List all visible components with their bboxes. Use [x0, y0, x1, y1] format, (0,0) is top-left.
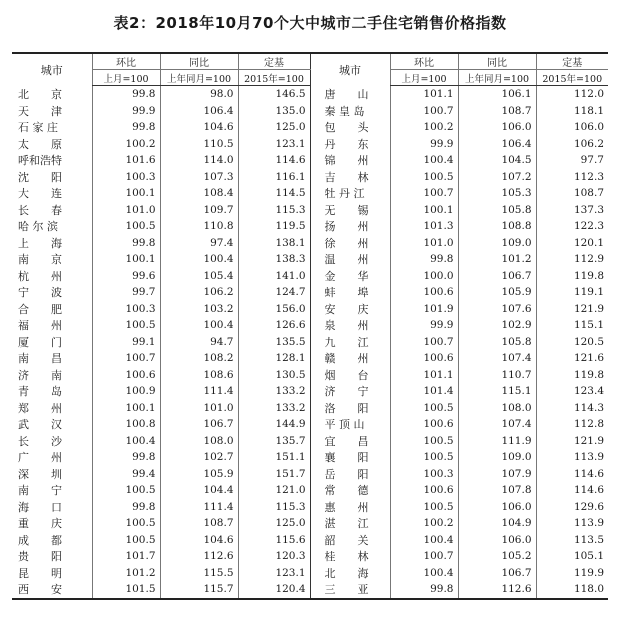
table-row — [12, 367, 608, 384]
header-row-labels — [12, 53, 608, 70]
right-yoy-cell: 106.4 — [458, 136, 536, 153]
table-row — [12, 350, 608, 367]
table-row — [12, 499, 608, 516]
right-city-cell: 温 州 — [310, 251, 390, 268]
left-yoy-cell: 94.7 — [160, 334, 238, 351]
right-fixed-cell: 123.4 — [536, 383, 608, 400]
table-row — [12, 235, 608, 252]
left-yoy-cell: 97.4 — [160, 235, 238, 252]
table-row — [12, 334, 608, 351]
left-mom-cell: 100.1 — [92, 400, 160, 417]
right-mom-cell: 100.2 — [390, 515, 458, 532]
right-mom-cell: 99.8 — [390, 581, 458, 599]
left-fixed-cell: 126.6 — [238, 317, 310, 334]
right-mom-cell: 100.5 — [390, 400, 458, 417]
right-mom-cell: 101.1 — [390, 86, 458, 103]
left-mom-cell: 99.8 — [92, 449, 160, 466]
right-yoy-cell: 105.8 — [458, 334, 536, 351]
left-yoy-cell: 115.7 — [160, 581, 238, 599]
left-yoy-cell: 111.4 — [160, 499, 238, 516]
right-yoy-cell: 106.0 — [458, 499, 536, 516]
right-mom-cell: 100.1 — [390, 202, 458, 219]
right-fixed-cell: 118.1 — [536, 103, 608, 120]
right-yoy-cell: 106.0 — [458, 532, 536, 549]
left-yoy-cell: 115.5 — [160, 565, 238, 582]
left-fixed-cell: 125.0 — [238, 119, 310, 136]
left-fixed-cell: 125.0 — [238, 515, 310, 532]
right-city-cell: 平 顶 山 — [310, 416, 390, 433]
right-city-cell: 泉 州 — [310, 317, 390, 334]
left-yoy-cell: 114.0 — [160, 152, 238, 169]
left-city-cell: 石 家 庄 — [18, 121, 58, 135]
right-yoy-cell: 101.2 — [458, 251, 536, 268]
right-fixed-cell: 112.0 — [536, 86, 608, 103]
left-fixed-cell: 151.1 — [238, 449, 310, 466]
left-fixed-cell: 141.0 — [238, 268, 310, 285]
table-row — [12, 482, 608, 499]
left-mom-cell: 99.6 — [92, 268, 160, 285]
left-mom-cell: 101.6 — [92, 152, 160, 169]
header-city-right: 城市 — [310, 53, 390, 86]
left-fixed-cell: 135.5 — [238, 334, 310, 351]
left-mom-cell: 100.4 — [92, 433, 160, 450]
left-yoy-cell: 103.2 — [160, 301, 238, 318]
right-fixed-cell: 112.8 — [536, 416, 608, 433]
left-yoy-cell: 100.4 — [160, 251, 238, 268]
right-city-cell: 宜 昌 — [310, 433, 390, 450]
left-city-cell: 重 庆 — [18, 517, 62, 531]
left-fixed-cell: 124.7 — [238, 284, 310, 301]
left-yoy-cell: 98.0 — [160, 86, 238, 103]
right-city-cell: 韶 关 — [310, 532, 390, 549]
right-mom-cell: 101.9 — [390, 301, 458, 318]
left-fixed-cell: 120.3 — [238, 548, 310, 565]
left-yoy-cell: 110.5 — [160, 136, 238, 153]
left-city-cell: 广 州 — [18, 451, 62, 465]
left-yoy-cell: 108.4 — [160, 185, 238, 202]
table-row — [12, 449, 608, 466]
table-row — [12, 251, 608, 268]
left-mom-cell: 99.7 — [92, 284, 160, 301]
right-yoy-cell: 106.0 — [458, 119, 536, 136]
left-mom-cell: 99.4 — [92, 466, 160, 483]
right-mom-cell: 100.4 — [390, 532, 458, 549]
right-mom-cell: 100.5 — [390, 169, 458, 186]
header-yoy-right: 同比 — [458, 53, 536, 70]
left-city-cell: 西 安 — [12, 581, 92, 599]
table-row — [12, 466, 608, 483]
right-fixed-cell: 121.6 — [536, 350, 608, 367]
left-yoy-cell: 108.2 — [160, 350, 238, 367]
left-city-cell: 深 圳 — [18, 467, 62, 481]
right-city-cell: 无 锡 — [310, 202, 390, 219]
right-fixed-cell: 118.0 — [536, 581, 608, 599]
left-city-cell: 哈 尔 滨 — [18, 220, 58, 234]
right-city-cell: 赣 州 — [310, 350, 390, 367]
table-row — [12, 284, 608, 301]
right-city-cell: 岳 阳 — [310, 466, 390, 483]
left-fixed-cell: 115.3 — [238, 202, 310, 219]
left-city-cell: 南 京 — [18, 253, 62, 267]
table-row — [12, 317, 608, 334]
right-fixed-cell: 129.6 — [536, 499, 608, 516]
right-mom-cell: 100.6 — [390, 482, 458, 499]
left-city-cell: 海 口 — [18, 500, 62, 514]
right-city-cell: 惠 州 — [310, 499, 390, 516]
left-mom-cell: 101.2 — [92, 565, 160, 582]
right-yoy-cell: 107.4 — [458, 416, 536, 433]
right-city-cell: 包 头 — [310, 119, 390, 136]
left-mom-cell: 101.5 — [92, 581, 160, 599]
right-fixed-cell: 120.1 — [536, 235, 608, 252]
right-yoy-cell: 115.1 — [458, 383, 536, 400]
table-row — [12, 383, 608, 400]
left-fixed-cell: 121.0 — [238, 482, 310, 499]
right-mom-cell: 100.4 — [390, 152, 458, 169]
left-fixed-cell: 130.5 — [238, 367, 310, 384]
header-mom-right: 环比 — [390, 53, 458, 70]
left-city-cell: 太 原 — [18, 137, 62, 151]
right-city-cell: 常 德 — [310, 482, 390, 499]
right-city-cell: 牡 丹 江 — [310, 185, 390, 202]
left-fixed-cell: 119.5 — [238, 218, 310, 235]
left-city-cell: 呼和浩特 — [18, 154, 62, 168]
left-yoy-cell: 107.3 — [160, 169, 238, 186]
left-city-cell: 贵 阳 — [18, 550, 62, 564]
left-yoy-cell: 106.7 — [160, 416, 238, 433]
right-mom-cell: 99.8 — [390, 251, 458, 268]
left-fixed-cell: 135.7 — [238, 433, 310, 450]
left-mom-cell: 99.1 — [92, 334, 160, 351]
right-yoy-cell: 106.1 — [458, 86, 536, 103]
left-city-cell: 厦 门 — [18, 335, 62, 349]
left-city-cell: 济 南 — [18, 368, 62, 382]
right-yoy-cell: 112.6 — [458, 581, 536, 599]
left-fixed-cell: 138.1 — [238, 235, 310, 252]
table-row — [12, 202, 608, 219]
table-row — [12, 400, 608, 417]
left-fixed-cell: 120.4 — [238, 581, 310, 599]
right-yoy-cell: 109.0 — [458, 235, 536, 252]
right-yoy-cell: 108.0 — [458, 400, 536, 417]
left-yoy-cell: 108.0 — [160, 433, 238, 450]
left-city-cell: 郑 州 — [18, 401, 62, 415]
left-mom-cell: 100.9 — [92, 383, 160, 400]
right-mom-cell: 100.6 — [390, 416, 458, 433]
left-yoy-cell: 100.4 — [160, 317, 238, 334]
left-fixed-cell: 133.2 — [238, 400, 310, 417]
left-fixed-cell: 156.0 — [238, 301, 310, 318]
right-fixed-cell: 113.5 — [536, 532, 608, 549]
right-city-cell: 三 亚 — [310, 581, 390, 599]
left-fixed-cell: 128.1 — [238, 350, 310, 367]
left-yoy-cell: 110.8 — [160, 218, 238, 235]
table-row — [12, 565, 608, 582]
right-city-cell: 安 庆 — [310, 301, 390, 318]
header-yoy-base-left: 上年同月=100 — [160, 70, 238, 86]
right-mom-cell: 99.9 — [390, 317, 458, 334]
right-city-cell: 秦 皇 岛 — [310, 103, 390, 120]
left-fixed-cell: 146.5 — [238, 86, 310, 103]
right-fixed-cell: 119.8 — [536, 268, 608, 285]
left-fixed-cell: 123.1 — [238, 136, 310, 153]
left-fixed-cell: 116.1 — [238, 169, 310, 186]
table-row — [12, 268, 608, 285]
left-mom-cell: 99.8 — [92, 119, 160, 136]
right-yoy-cell: 105.8 — [458, 202, 536, 219]
left-yoy-cell: 112.6 — [160, 548, 238, 565]
right-mom-cell: 100.6 — [390, 350, 458, 367]
left-yoy-cell: 105.4 — [160, 268, 238, 285]
right-yoy-cell: 107.2 — [458, 169, 536, 186]
right-yoy-cell: 107.8 — [458, 482, 536, 499]
left-yoy-cell: 104.6 — [160, 119, 238, 136]
right-city-cell: 湛 江 — [310, 515, 390, 532]
right-city-cell: 九 江 — [310, 334, 390, 351]
header-city-left: 城市 — [12, 53, 92, 86]
table-row — [12, 532, 608, 549]
right-mom-cell: 100.2 — [390, 119, 458, 136]
header-fixed-right: 定基 — [536, 53, 608, 70]
right-city-cell: 济 宁 — [310, 383, 390, 400]
right-yoy-cell: 109.0 — [458, 449, 536, 466]
header-fixed-left: 定基 — [238, 53, 310, 70]
left-yoy-cell: 108.7 — [160, 515, 238, 532]
price-index-table — [12, 52, 608, 600]
right-mom-cell: 101.1 — [390, 367, 458, 384]
left-city-cell: 沈 阳 — [18, 170, 62, 184]
table-row — [12, 169, 608, 186]
left-mom-cell: 100.2 — [92, 136, 160, 153]
left-yoy-cell: 101.0 — [160, 400, 238, 417]
left-fixed-cell: 144.9 — [238, 416, 310, 433]
right-mom-cell: 100.5 — [390, 449, 458, 466]
left-city-cell: 昆 明 — [18, 566, 62, 580]
table-row — [12, 136, 608, 153]
left-yoy-cell: 106.2 — [160, 284, 238, 301]
left-mom-cell: 100.7 — [92, 350, 160, 367]
header-mom-left: 环比 — [92, 53, 160, 70]
right-mom-cell: 100.5 — [390, 499, 458, 516]
right-fixed-cell: 119.8 — [536, 367, 608, 384]
right-fixed-cell: 108.7 — [536, 185, 608, 202]
left-city-cell: 宁 波 — [18, 286, 62, 300]
header-fixed-base-left: 2015年=100 — [238, 70, 310, 86]
right-fixed-cell: 120.5 — [536, 334, 608, 351]
right-city-cell: 烟 台 — [310, 367, 390, 384]
left-yoy-cell: 111.4 — [160, 383, 238, 400]
left-mom-cell: 101.7 — [92, 548, 160, 565]
right-fixed-cell: 112.3 — [536, 169, 608, 186]
right-fixed-cell: 137.3 — [536, 202, 608, 219]
right-fixed-cell: 114.3 — [536, 400, 608, 417]
right-mom-cell: 100.6 — [390, 284, 458, 301]
left-yoy-cell: 102.7 — [160, 449, 238, 466]
right-city-cell: 吉 林 — [310, 169, 390, 186]
right-yoy-cell: 102.9 — [458, 317, 536, 334]
right-fixed-cell: 113.9 — [536, 449, 608, 466]
table-row — [12, 581, 608, 599]
table-row — [12, 416, 608, 433]
left-mom-cell: 100.8 — [92, 416, 160, 433]
right-mom-cell: 100.7 — [390, 185, 458, 202]
right-yoy-cell: 107.9 — [458, 466, 536, 483]
right-fixed-cell: 106.2 — [536, 136, 608, 153]
header-mom-base-right: 上月=100 — [390, 70, 458, 86]
left-city-cell: 天 津 — [18, 104, 62, 118]
left-city-cell: 上 海 — [18, 236, 62, 250]
left-city-cell: 成 都 — [18, 533, 62, 547]
left-fixed-cell: 114.6 — [238, 152, 310, 169]
left-city-cell: 长 沙 — [18, 434, 62, 448]
table-row — [12, 218, 608, 235]
header-yoy-base-right: 上年同月=100 — [458, 70, 536, 86]
right-mom-cell: 100.4 — [390, 565, 458, 582]
left-city-cell: 南 宁 — [18, 484, 62, 498]
right-fixed-cell: 114.6 — [536, 466, 608, 483]
right-fixed-cell: 113.9 — [536, 515, 608, 532]
left-mom-cell: 100.1 — [92, 251, 160, 268]
header-mom-base-left: 上月=100 — [92, 70, 160, 86]
table-row — [12, 185, 608, 202]
right-mom-cell: 100.7 — [390, 334, 458, 351]
left-mom-cell: 100.5 — [92, 515, 160, 532]
right-fixed-cell: 105.1 — [536, 548, 608, 565]
left-mom-cell: 99.8 — [92, 235, 160, 252]
left-fixed-cell: 115.3 — [238, 499, 310, 516]
left-mom-cell: 99.9 — [92, 103, 160, 120]
left-mom-cell: 99.8 — [92, 499, 160, 516]
left-fixed-cell: 151.7 — [238, 466, 310, 483]
right-city-cell: 金 华 — [310, 268, 390, 285]
right-city-cell: 唐 山 — [310, 86, 390, 103]
right-city-cell: 徐 州 — [310, 235, 390, 252]
right-yoy-cell: 106.7 — [458, 565, 536, 582]
right-fixed-cell: 119.1 — [536, 284, 608, 301]
left-yoy-cell: 106.4 — [160, 103, 238, 120]
left-mom-cell: 99.8 — [92, 86, 160, 103]
left-fixed-cell: 114.5 — [238, 185, 310, 202]
table-row — [12, 515, 608, 532]
left-city-cell: 武 汉 — [18, 418, 62, 432]
right-city-cell: 锦 州 — [310, 152, 390, 169]
right-fixed-cell: 119.9 — [536, 565, 608, 582]
table-body — [12, 86, 608, 599]
right-fixed-cell: 112.9 — [536, 251, 608, 268]
right-fixed-cell: 121.9 — [536, 433, 608, 450]
right-mom-cell: 101.0 — [390, 235, 458, 252]
left-mom-cell: 100.3 — [92, 301, 160, 318]
left-mom-cell: 100.1 — [92, 185, 160, 202]
table-row — [12, 301, 608, 318]
left-mom-cell: 100.6 — [92, 367, 160, 384]
left-city-cell: 福 州 — [18, 319, 62, 333]
left-mom-cell: 100.5 — [92, 482, 160, 499]
right-fixed-cell: 122.3 — [536, 218, 608, 235]
left-yoy-cell: 105.9 — [160, 466, 238, 483]
left-fixed-cell: 135.0 — [238, 103, 310, 120]
right-city-cell: 桂 林 — [310, 548, 390, 565]
left-yoy-cell: 108.6 — [160, 367, 238, 384]
right-yoy-cell: 107.4 — [458, 350, 536, 367]
left-city-cell: 长 春 — [18, 203, 62, 217]
left-mom-cell: 100.3 — [92, 169, 160, 186]
right-fixed-cell: 121.9 — [536, 301, 608, 318]
right-yoy-cell: 106.7 — [458, 268, 536, 285]
left-city-cell: 杭 州 — [18, 269, 62, 283]
right-city-cell: 洛 阳 — [310, 400, 390, 417]
left-mom-cell: 100.5 — [92, 317, 160, 334]
left-fixed-cell: 133.2 — [238, 383, 310, 400]
right-mom-cell: 100.7 — [390, 103, 458, 120]
left-fixed-cell: 123.1 — [238, 565, 310, 582]
right-yoy-cell: 108.8 — [458, 218, 536, 235]
right-yoy-cell: 110.7 — [458, 367, 536, 384]
right-yoy-cell: 105.2 — [458, 548, 536, 565]
right-mom-cell: 100.5 — [390, 433, 458, 450]
table-row — [12, 103, 608, 120]
left-city-cell: 青 岛 — [18, 385, 62, 399]
left-mom-cell: 101.0 — [92, 202, 160, 219]
table-row — [12, 548, 608, 565]
table-row — [12, 152, 608, 169]
right-mom-cell: 101.3 — [390, 218, 458, 235]
table-row — [12, 119, 608, 136]
left-yoy-cell: 104.6 — [160, 532, 238, 549]
left-city-cell: 南 昌 — [18, 352, 62, 366]
right-yoy-cell: 105.9 — [458, 284, 536, 301]
right-yoy-cell: 111.9 — [458, 433, 536, 450]
left-fixed-cell: 138.3 — [238, 251, 310, 268]
right-yoy-cell: 107.6 — [458, 301, 536, 318]
left-mom-cell: 100.5 — [92, 218, 160, 235]
right-yoy-cell: 108.7 — [458, 103, 536, 120]
header-fixed-base-right: 2015年=100 — [536, 70, 608, 86]
right-mom-cell: 100.0 — [390, 268, 458, 285]
right-fixed-cell: 114.6 — [536, 482, 608, 499]
right-city-cell: 襄 阳 — [310, 449, 390, 466]
right-city-cell: 北 海 — [310, 565, 390, 582]
right-yoy-cell: 104.9 — [458, 515, 536, 532]
right-fixed-cell: 97.7 — [536, 152, 608, 169]
left-mom-cell: 100.5 — [92, 532, 160, 549]
header-yoy-left: 同比 — [160, 53, 238, 70]
right-mom-cell: 100.7 — [390, 548, 458, 565]
right-mom-cell: 100.3 — [390, 466, 458, 483]
right-city-cell: 扬 州 — [310, 218, 390, 235]
right-city-cell: 丹 东 — [310, 136, 390, 153]
table-title: 表2：2018年10月70个大中城市二手住宅销售价格指数 — [113, 14, 507, 32]
right-fixed-cell: 106.0 — [536, 119, 608, 136]
right-mom-cell: 101.4 — [390, 383, 458, 400]
table-row — [12, 86, 608, 103]
right-yoy-cell: 104.5 — [458, 152, 536, 169]
right-yoy-cell: 105.3 — [458, 185, 536, 202]
right-mom-cell: 99.9 — [390, 136, 458, 153]
left-city-cell: 北 京 — [18, 88, 62, 101]
right-fixed-cell: 115.1 — [536, 317, 608, 334]
left-fixed-cell: 115.6 — [238, 532, 310, 549]
left-city-cell: 合 肥 — [18, 302, 62, 316]
right-city-cell: 蚌 埠 — [310, 284, 390, 301]
left-yoy-cell: 104.4 — [160, 482, 238, 499]
left-yoy-cell: 109.7 — [160, 202, 238, 219]
left-city-cell: 大 连 — [18, 187, 62, 201]
table-row — [12, 433, 608, 450]
